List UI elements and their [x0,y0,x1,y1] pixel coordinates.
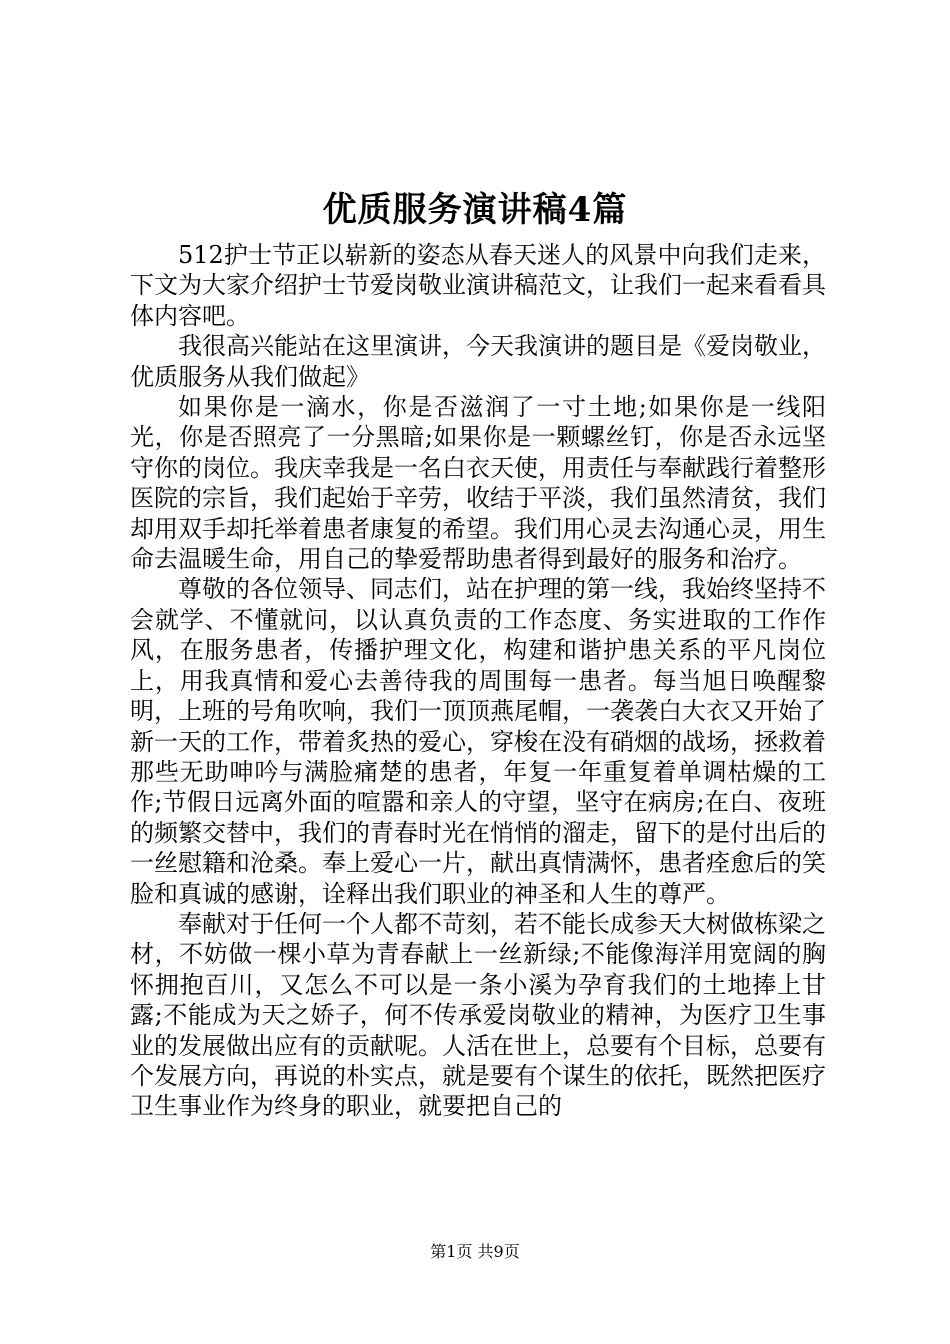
paragraph: 我很高兴能站在这里演讲，今天我演讲的题目是《爱岗敬业，优质服务从我们做起》 [130,332,826,391]
paragraph: 如果你是一滴水，你是否滋润了一寸土地;如果你是一线阳光，你是否照亮了一分黑暗;如果你是一颗螺丝钉，你是否永远坚守你的岗位。我庆幸我是一名白衣天使，用责任与奉献践行着整形医院的宗旨，我们起始于辛劳，收结于平淡，我们虽然清贫，我们却用双手却托举着患者康复的希望。我们用心灵去沟通心灵，用生命去温暖生命，用自己的挚爱帮助患者得到最好的服务和治疗。 [130,393,826,574]
paragraph: 尊敬的各位领导、同志们，站在护理的第一线，我始终坚持不会就学、不懂就问，以认真负责的工作态度、务实进取的工作作风，在服务患者，传播护理文化，构建和谐护患关系的平凡岗位上，用我真情和爱心去善待我的周围每一患者。每当旭日唤醒黎明，上班的号角吹响，我们一顶顶燕尾帽，一袭袭白大衣又开始了新一天的工作，带着炙热的爱心，穿梭在没有硝烟的战场，拯救着那些无助呻吟与满脸痛楚的患者，年复一年重复着单调枯燥的工作;节假日远离外面的喧嚣和亲人的守望，坚守在病房;在白、夜班的频繁交替中，我们的青春时光在悄悄的溜走，留下的是付出后的一丝慰籍和沧桑。奉上爱心一片，献出真情满怀，患者痊愈后的笑脸和真诚的感谢，诠释出我们职业的神圣和人生的尊严。 [130,575,826,908]
document-title: 优质服务演讲稿4篇 [322,190,628,230]
document-body [130,240,826,1122]
paragraph: 512护士节正以崭新的姿态从春天迷人的风景中向我们走来，下文为大家介绍护士节爱岗敬业演讲稿范文，让我们一起来看看具体内容吧。 [130,241,826,330]
page-footer: 第1页 共9页 [430,1242,520,1261]
paragraph: 奉献对于任何一个人都不苛刻，若不能长成参天大树做栋梁之材，不妨做一棵小草为青春献上一丝新绿;不能像海洋用宽阔的胸怀拥抱百川，又怎么不可以是一条小溪为孕育我们的土地捧上甘露;不能成为天之娇子，何不传承爱岗敬业的精神，为医疗卫生事业的发展做出应有的贡献呢。人活在世上，总要有个目标，总要有个发展方向，再说的朴实点，就是要有个谋生的依托，既然把医疗卫生事业作为终身的职业，就要把自己的 [130,909,826,1121]
